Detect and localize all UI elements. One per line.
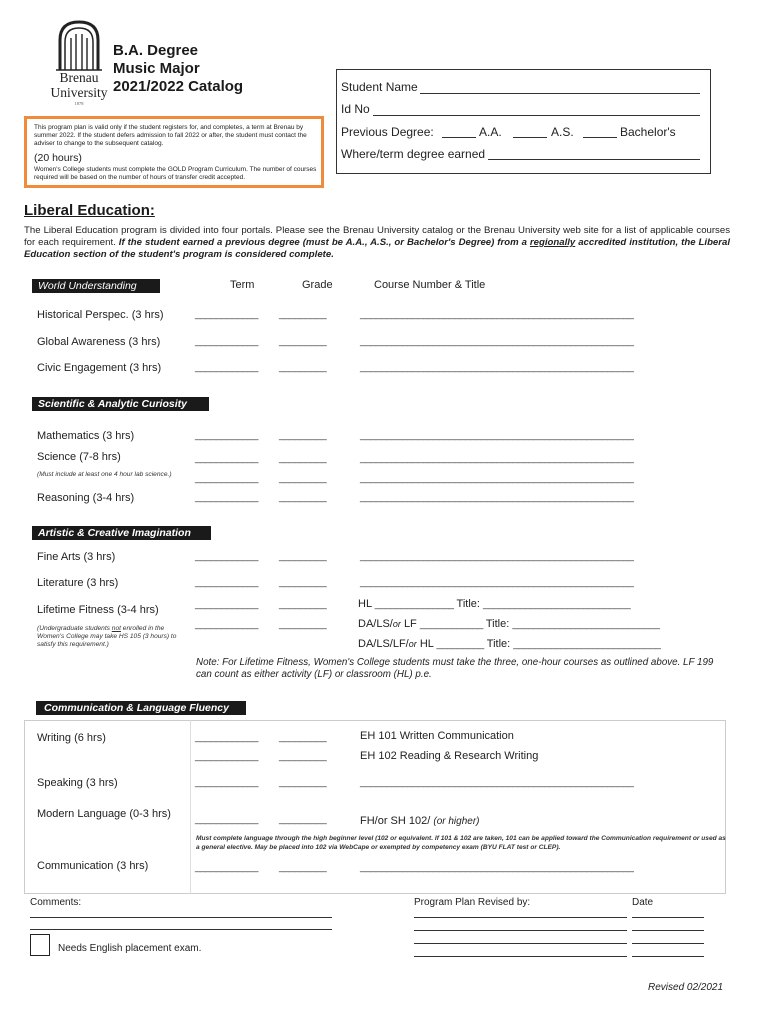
term-field[interactable]: ____________ (195, 599, 259, 610)
course-field[interactable]: ____________________________________________________ (360, 362, 634, 373)
grade-field[interactable]: _________ (279, 362, 327, 373)
term-field[interactable]: ____________ (195, 619, 259, 630)
comments-line[interactable] (30, 917, 332, 918)
student-name-field[interactable] (420, 93, 700, 94)
grade-field[interactable]: _________ (279, 777, 327, 788)
grade-field[interactable]: _________ (279, 336, 327, 347)
grade-field[interactable]: _________ (279, 814, 327, 825)
document-title (113, 42, 243, 96)
req-literature: Literature (3 hrs) (37, 577, 119, 589)
course-field[interactable]: ____________________________________________________ (360, 309, 634, 320)
revised-date: Revised 02/2021 (648, 982, 724, 993)
course-field[interactable]: ____________________________________________________ (360, 551, 634, 562)
student-name-label: Student Name (341, 80, 418, 94)
course-field[interactable]: ____________________________________________________ (360, 777, 634, 788)
term-field[interactable]: ____________ (195, 577, 259, 588)
fitness-note: (Undergraduate students not enrolled in the Women's College may take HS 105 (3 hours) to satisfy this requirement.) (37, 625, 177, 648)
revised-by-line[interactable] (414, 943, 627, 944)
revised-date-line[interactable] (632, 956, 704, 957)
communication-divider (190, 720, 191, 894)
course-field[interactable]: ____________________________________________________ (360, 430, 634, 441)
req-reasoning: Reasoning (3-4 hrs) (37, 492, 135, 504)
req-global: Global Awareness (3 hrs) (37, 336, 161, 348)
req-science: Science (7-8 hrs) (37, 451, 121, 463)
grade-field[interactable]: _________ (279, 430, 327, 441)
revised-date-line[interactable] (632, 943, 704, 944)
course-field[interactable]: ____________________________________________________ (360, 862, 634, 873)
comments-line[interactable] (30, 929, 332, 930)
column-term: Term (230, 279, 255, 291)
grade-field[interactable]: _________ (279, 619, 327, 630)
term-field[interactable]: ____________ (195, 492, 259, 503)
term-field[interactable]: ____________ (195, 362, 259, 373)
liberal-education-intro: The Liberal Education program is divided into four portals. Please see the Brenau University catalog or the Brenau University web site for a list of applicable courses for each requirement. If the student earned a previous degree (must be A.A., A.S., or Bachelor's Degree) from a regionally accredited institution, the Liberal Education section of the student's program is considered complete. (24, 225, 731, 260)
eh101-course: EH 101 Written Communication (360, 730, 514, 742)
course-field[interactable]: ____________________________________________________ (360, 577, 634, 588)
term-field[interactable]: ____________ (195, 336, 259, 347)
language-course: FH/or SH 102/ (or higher) (360, 815, 480, 827)
id-field[interactable] (373, 115, 700, 116)
hl-course-field[interactable]: _______________ (374, 599, 454, 610)
total-hours: (20 hours) (34, 152, 82, 164)
logo-established: 1878 (74, 101, 84, 106)
as-label: A.S. (551, 125, 574, 139)
portal-artistic: Artistic & Creative Imagination (32, 526, 211, 540)
req-communication: Communication (3 hrs) (37, 860, 149, 872)
req-fitness: Lifetime Fitness (3-4 hrs) (37, 604, 159, 616)
title-line-2: Music Major (113, 60, 200, 77)
id-row (341, 102, 370, 116)
grade-field[interactable]: _________ (279, 473, 327, 484)
aa-check-field[interactable] (442, 137, 476, 138)
title-line-3: 2021/2022 Catalog (113, 78, 244, 95)
grade-field[interactable]: _________ (279, 732, 327, 743)
course-field[interactable]: ____________________________________________________ (360, 473, 634, 484)
term-field[interactable]: ____________ (195, 862, 259, 873)
req-modern-language: Modern Language (0-3 hrs) (37, 808, 171, 820)
language-note: Must complete language through the high beginner level (102 or equivalent. If 101 & 102 are taken, 101 can be applied toward the Communication requirement or used as a general elective. May be placed into 102 via WebCape or exempted by competency exam (BYU FLAT test or CLEP). (196, 835, 726, 851)
column-course: Course Number & Title (374, 279, 486, 291)
revised-by-line[interactable] (414, 917, 627, 918)
english-placement-checkbox[interactable] (30, 934, 50, 956)
portal-scientific: Scientific & Analytic Curiosity (32, 397, 209, 411)
column-grade: Grade (302, 279, 333, 291)
term-field[interactable]: ____________ (195, 430, 259, 441)
womens-college-note: Women's College students must complete the GOLD Program Curriculum. The number of courses required will be based on the number of hours of transfer credit accepted. (34, 166, 317, 181)
eh102-course: EH 102 Reading & Research Writing (360, 750, 539, 762)
previous-degree-label: Previous Degree: (341, 125, 434, 139)
grade-field[interactable]: _________ (279, 453, 327, 464)
portal-communication: Communication & Language Fluency (36, 701, 246, 715)
where-term-field[interactable] (488, 159, 700, 160)
lf-title-field[interactable]: ____________________________ (512, 619, 660, 630)
science-note: (Must include at least one 4 hour lab science.) (37, 471, 172, 478)
lf-option: DA/LS/or LF ____________ Title: ____________________________ (358, 618, 660, 630)
term-field[interactable]: ____________ (195, 751, 259, 762)
req-civic: Civic Engagement (3 hrs) (37, 362, 162, 374)
hl-option: HL _______________ Title: ____________________________ (358, 598, 631, 610)
req-math: Mathematics (3 hrs) (37, 430, 135, 442)
portal-world-understanding: World Understanding (32, 279, 160, 293)
id-label: Id No (341, 102, 370, 116)
grade-field[interactable]: _________ (279, 577, 327, 588)
req-writing: Writing (6 hrs) (37, 732, 106, 744)
term-field[interactable]: ____________ (195, 551, 259, 562)
term-field[interactable]: ____________ (195, 732, 259, 743)
revised-date-line[interactable] (632, 930, 704, 931)
date-label: Date (632, 897, 654, 908)
grade-field[interactable]: _________ (279, 862, 327, 873)
term-field[interactable]: ____________ (195, 814, 259, 825)
grade-field[interactable]: _________ (279, 551, 327, 562)
lf-course-field[interactable]: ____________ (419, 619, 483, 630)
grade-field[interactable]: _________ (279, 492, 327, 503)
course-field[interactable]: ____________________________________________________ (360, 336, 634, 347)
where-term-label: Where/term degree earned (341, 147, 486, 161)
course-field[interactable]: ____________________________________________________ (360, 453, 634, 464)
english-placement-label: Needs English placement exam. (58, 943, 202, 954)
grade-field[interactable]: _________ (279, 599, 327, 610)
title-line-1: B.A. Degree (113, 42, 199, 59)
grade-field[interactable]: _________ (279, 309, 327, 320)
req-fine-arts: Fine Arts (3 hrs) (37, 551, 116, 563)
bachelors-label: Bachelor's (620, 125, 676, 139)
comments-label: Comments: (30, 897, 82, 908)
course-field[interactable]: ____________________________________________________ (360, 492, 634, 503)
plan-validity-text: This program plan is valid only if the student registers for, and completes, a term at Brenau by summer 2022. If the student defers admission to fall 2022 or after, the student must contact the adviser to change to the subsequent catalog. (34, 124, 307, 147)
plan-revised-label: Program Plan Revised by: (414, 897, 531, 908)
liberal-education-heading: Liberal Education: (24, 202, 155, 219)
student-name-row (341, 80, 418, 94)
bachelors-check-field[interactable] (583, 137, 617, 138)
as-check-field[interactable] (513, 137, 547, 138)
term-field[interactable]: ____________ (195, 309, 259, 320)
req-historical: Historical Perspec. (3 hrs) (37, 309, 164, 321)
revised-by-line[interactable] (414, 930, 627, 931)
dalf-option: DA/LS/LF/or HL _________ Title: ____________________________ (358, 638, 661, 650)
term-field[interactable]: ____________ (195, 473, 259, 484)
dalf-title-field[interactable]: ____________________________ (513, 639, 661, 650)
aa-label: A.A. (479, 125, 502, 139)
req-speaking: Speaking (3 hrs) (37, 777, 118, 789)
grade-field[interactable]: _________ (279, 751, 327, 762)
term-field[interactable]: ____________ (195, 777, 259, 788)
revised-date-line[interactable] (632, 917, 704, 918)
hl-title-field[interactable]: ____________________________ (483, 599, 631, 610)
term-field[interactable]: ____________ (195, 453, 259, 464)
revised-by-line[interactable] (414, 956, 627, 957)
fitness-footnote: Note: For Lifetime Fitness, Women's College students must take the three, one-hour courses as outlined above. LF 199 can count as either activity (LF) or classroom (HL) p.e. (196, 657, 714, 680)
logo-wordmark: Brenau University (50, 70, 108, 100)
dalf-course-field[interactable]: _________ (436, 639, 484, 650)
